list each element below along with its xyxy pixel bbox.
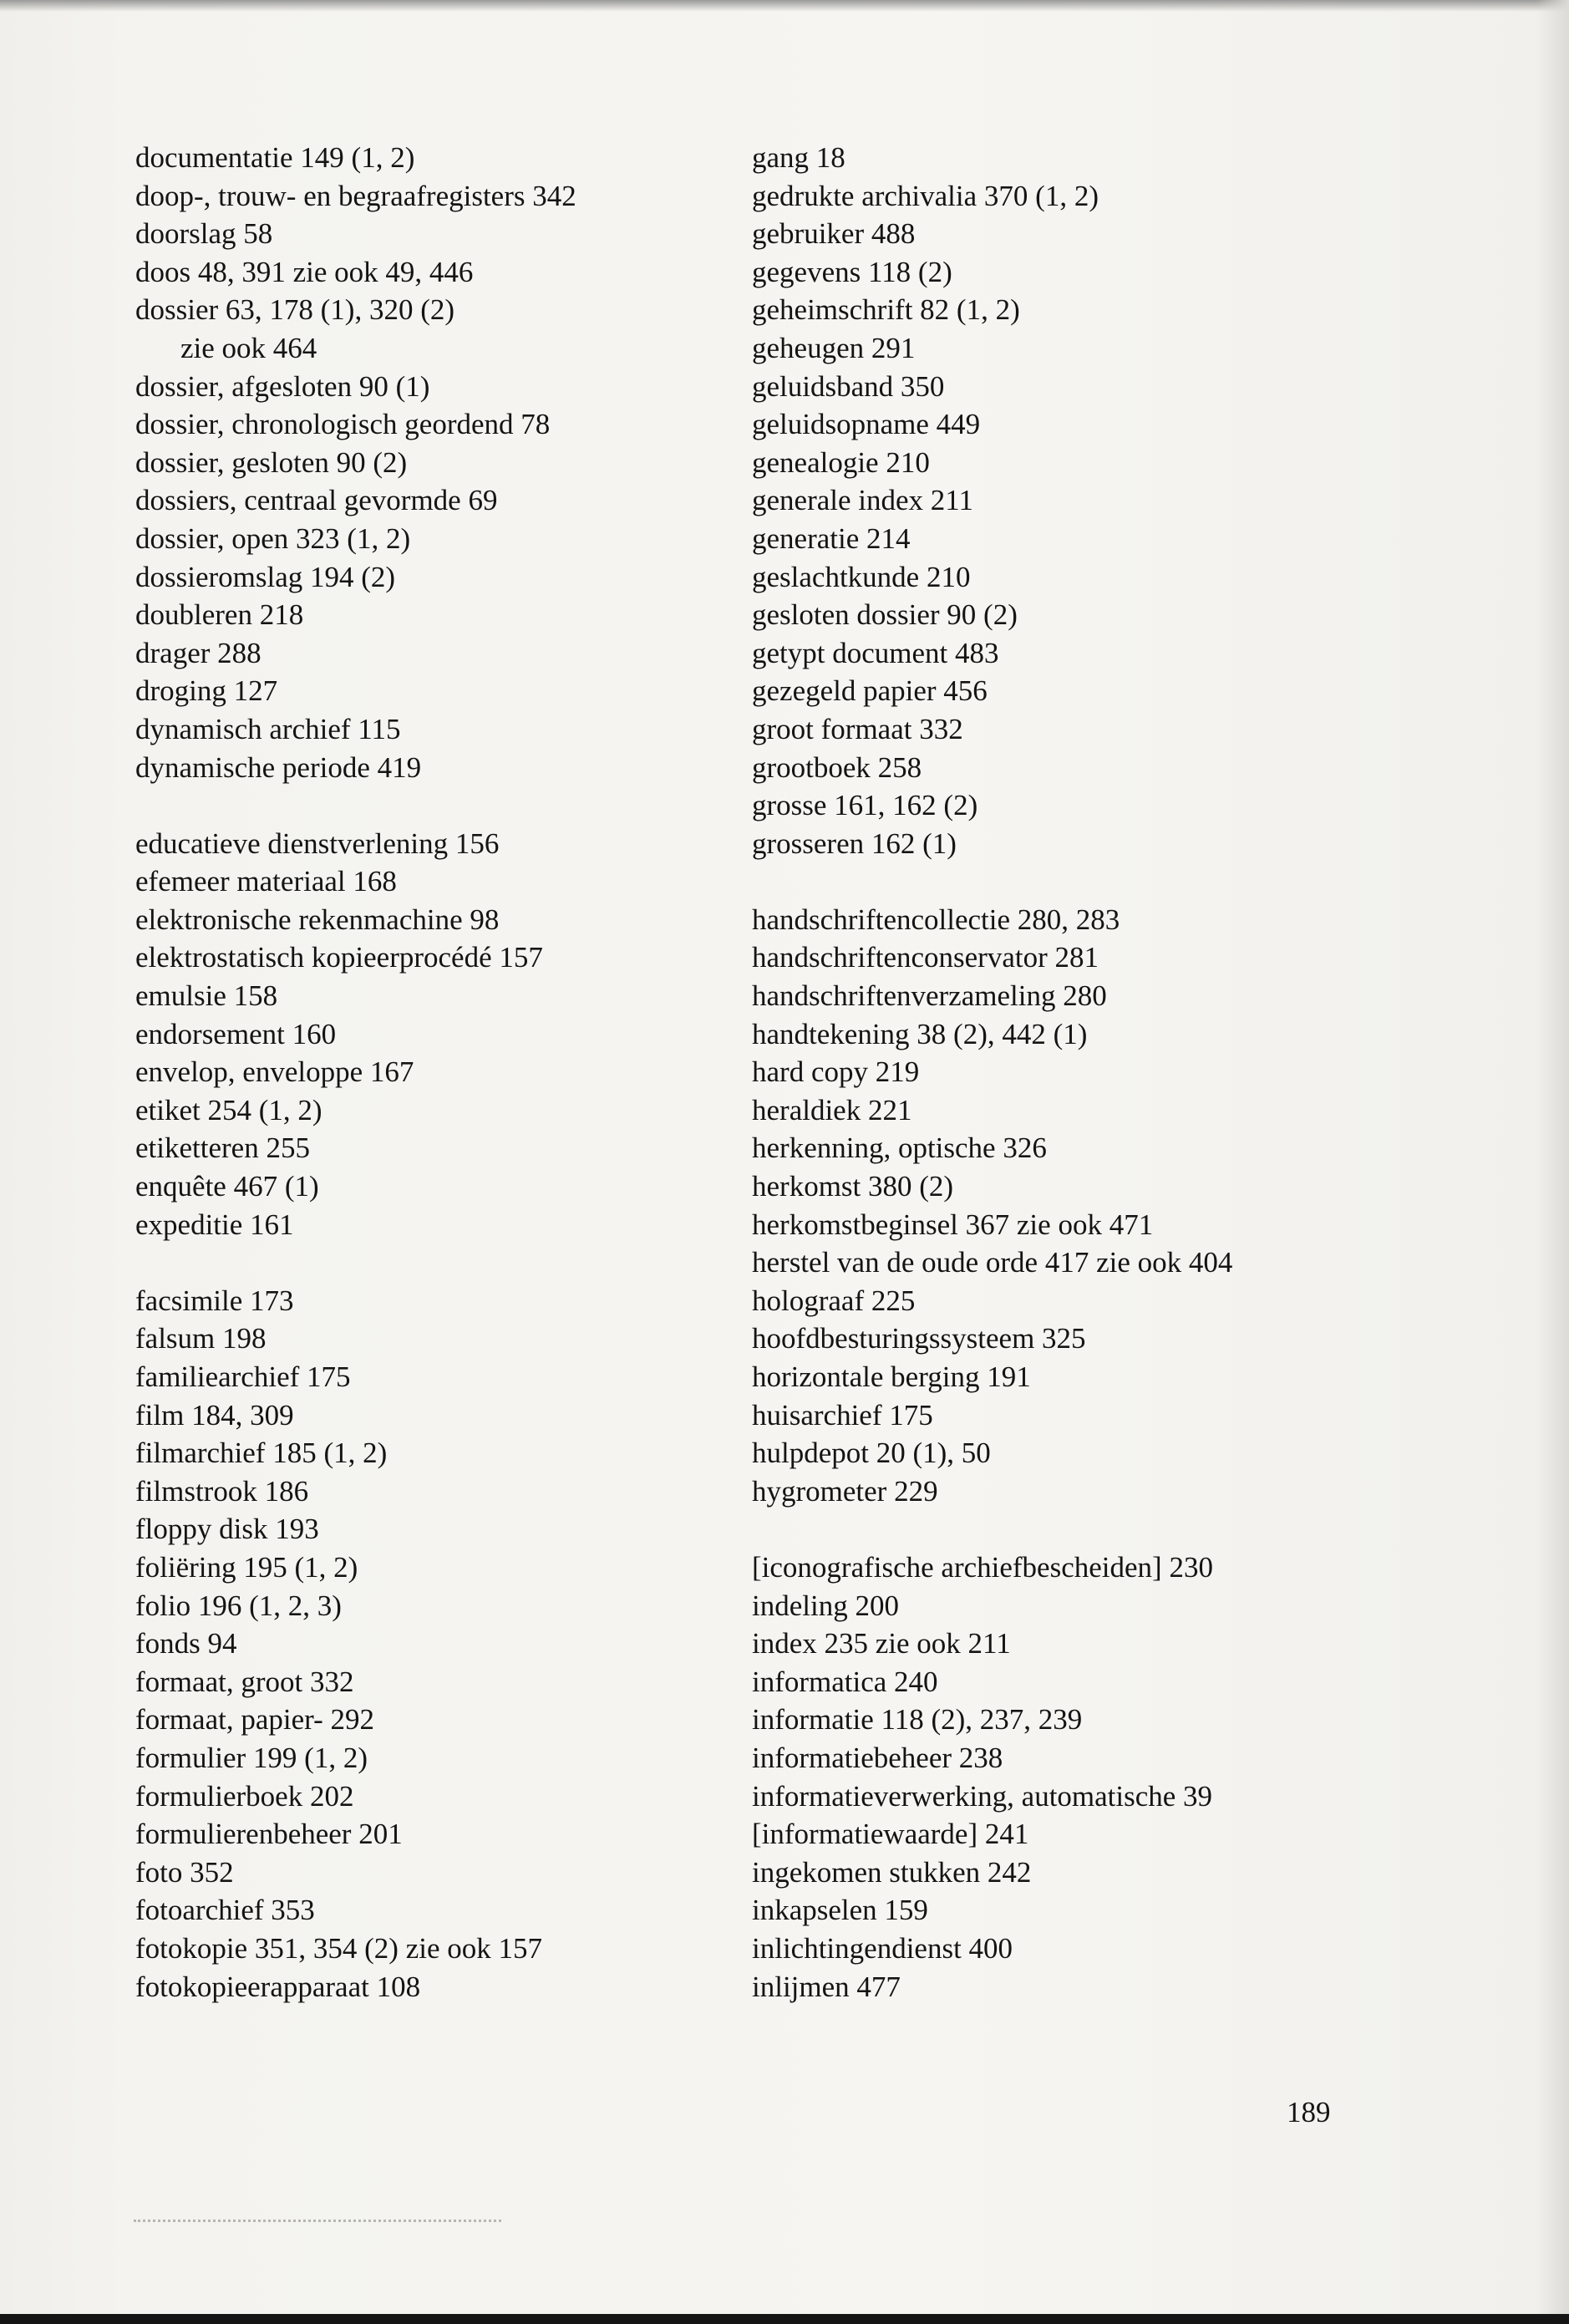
index-entry: geheugen 291 [752, 331, 916, 364]
index-entry: gesloten dossier 90 (2) [752, 598, 1018, 632]
index-column-left [135, 139, 576, 2006]
page-right-edge [1536, 0, 1569, 2314]
index-entry: educatieve dienstverlening 156 [135, 826, 500, 860]
index-entry: holograaf 225 [752, 1284, 916, 1317]
index-entry: informatiebeheer 238 [752, 1741, 1003, 1774]
index-entry: grootboek 258 [752, 750, 922, 784]
index-entry: dossier, afgesloten 90 (1) [135, 369, 430, 403]
index-entry: foliëring 195 (1, 2) [135, 1550, 358, 1584]
index-entry: herkomstbeginsel 367 zie ook 471 [752, 1208, 1154, 1241]
index-entry: handschriftenverzameling 280 [752, 979, 1107, 1013]
index-entry: endorsement 160 [135, 1017, 337, 1050]
index-entry: gang 18 [752, 141, 845, 174]
index-entry: dossier 63, 178 (1), 320 (2) [135, 293, 455, 327]
index-entry: emulsie 158 [135, 979, 278, 1013]
page-number: 189 [1287, 2096, 1331, 2128]
index-entry: generale index 211 [752, 484, 973, 517]
index-entry: hulpdepot 20 (1), 50 [752, 1437, 991, 1470]
index-entry: grosseren 162 (1) [752, 826, 957, 860]
index-entry: gedrukte archivalia 370 (1, 2) [752, 179, 1099, 212]
index-entry: herkomst 380 (2) [752, 1170, 954, 1203]
index-entry: etiket 254 (1, 2) [135, 1093, 322, 1126]
index-entry: index 235 zie ook 211 [752, 1627, 1011, 1660]
index-entry: dossieromslag 194 (2) [135, 560, 396, 593]
index-entry: indeling 200 [752, 1589, 899, 1622]
index-entry: herstel van de oude orde 417 zie ook 404 [752, 1246, 1233, 1279]
index-entry: dynamisch archief 115 [135, 712, 401, 745]
index-entry: falsum 198 [135, 1322, 267, 1355]
index-entry: fonds 94 [135, 1627, 237, 1660]
index-entry: handschriftenconservator 281 [752, 941, 1099, 974]
index-entry: ingekomen stukken 242 [752, 1855, 1032, 1889]
index-entry: familiearchief 175 [135, 1360, 351, 1393]
index-entry: gezegeld papier 456 [752, 674, 988, 708]
index-entry: formulierenbeheer 201 [135, 1818, 403, 1851]
index-entry: informatie 118 (2), 237, 239 [752, 1703, 1083, 1737]
index-entry: groot formaat 332 [752, 712, 963, 745]
index-entry: filmarchief 185 (1, 2) [135, 1437, 388, 1470]
index-entry: inlijmen 477 [752, 1970, 901, 2003]
index-entry: doubleren 218 [135, 598, 304, 632]
index-entry: doos 48, 391 zie ook 49, 446 [135, 255, 474, 288]
index-entry: fotoarchief 353 [135, 1894, 315, 1927]
index-entry: geluidsopname 449 [752, 408, 981, 441]
index-entry: facsimile 173 [135, 1284, 294, 1317]
index-entry: formulierboek 202 [135, 1779, 354, 1813]
index-entry: hygrometer 229 [752, 1474, 938, 1508]
index-entry: gebruiker 488 [752, 217, 916, 251]
index-entry: geheimschrift 82 (1, 2) [752, 293, 1020, 327]
index-entry: dossier, open 323 (1, 2) [135, 521, 411, 555]
index-entry: [informatiewaarde] 241 [752, 1818, 1029, 1851]
index-entry: fotokopie 351, 354 (2) zie ook 157 [135, 1931, 542, 1965]
index-entry: documentatie 149 (1, 2) [135, 141, 415, 174]
index-column-right [752, 139, 1232, 2006]
faint-dotted-line [134, 2220, 501, 2222]
index-entry: folio 196 (1, 2, 3) [135, 1589, 342, 1622]
index-entry: huisarchief 175 [752, 1398, 933, 1432]
index-entry: expeditie 161 [135, 1208, 294, 1241]
index-entry: inkapselen 159 [752, 1894, 928, 1927]
index-entry: filmstrook 186 [135, 1474, 309, 1508]
index-entry: handtekening 38 (2), 442 (1) [752, 1017, 1088, 1050]
index-entry: geslachtkunde 210 [752, 560, 971, 593]
index-entry: dossier, gesloten 90 (2) [135, 445, 408, 479]
page-top-shadow [0, 0, 1569, 12]
index-entry: dossier, chronologisch geordend 78 [135, 408, 551, 441]
index-entry: zie ook 464 [180, 331, 317, 364]
index-entry: hard copy 219 [752, 1055, 920, 1089]
index-entry: film 184, 309 [135, 1398, 294, 1432]
index-entry: geluidsband 350 [752, 369, 945, 403]
index-entry: enquête 467 (1) [135, 1170, 319, 1203]
index-entry: drager 288 [135, 636, 262, 669]
index-entry: heraldiek 221 [752, 1093, 912, 1126]
index-entry: formaat, groot 332 [135, 1665, 354, 1698]
index-entry: inlichtingendienst 400 [752, 1931, 1013, 1965]
index-entry: dynamische periode 419 [135, 750, 422, 784]
index-entry: dossiers, centraal gevormde 69 [135, 484, 498, 517]
index-entry: elektrostatisch kopieerprocédé 157 [135, 941, 543, 974]
index-entry: etiketteren 255 [135, 1131, 310, 1165]
index-entry: herkenning, optische 326 [752, 1131, 1047, 1165]
index-entry: droging 127 [135, 674, 278, 708]
index-entry: gegevens 118 (2) [752, 255, 952, 288]
index-entry: hoofdbesturingssysteem 325 [752, 1322, 1086, 1355]
index-entry: grosse 161, 162 (2) [752, 789, 978, 822]
index-entry: informatieverwerking, automatische 39 [752, 1779, 1213, 1813]
index-entry: getypt document 483 [752, 636, 999, 669]
index-entry: [iconografische archiefbescheiden] 230 [752, 1550, 1213, 1584]
index-entry: generatie 214 [752, 521, 911, 555]
index-entry: formaat, papier- 292 [135, 1703, 374, 1737]
index-entry: efemeer materiaal 168 [135, 865, 397, 898]
scan-bottom-edge [0, 2314, 1569, 2324]
index-entry: foto 352 [135, 1855, 234, 1889]
index-entry: formulier 199 (1, 2) [135, 1741, 368, 1774]
index-entry: doorslag 58 [135, 217, 273, 251]
index-entry: elektronische rekenmachine 98 [135, 903, 500, 936]
index-entry: floppy disk 193 [135, 1513, 319, 1546]
index-entry: handschriftencollectie 280, 283 [752, 903, 1120, 936]
index-entry: envelop, enveloppe 167 [135, 1055, 414, 1089]
index-entry: fotokopieerapparaat 108 [135, 1970, 421, 2003]
index-entry: genealogie 210 [752, 445, 930, 479]
index-entry: horizontale berging 191 [752, 1360, 1031, 1393]
index-entry: informatica 240 [752, 1665, 938, 1698]
index-entry: doop-, trouw- en begraafregisters 342 [135, 179, 576, 212]
